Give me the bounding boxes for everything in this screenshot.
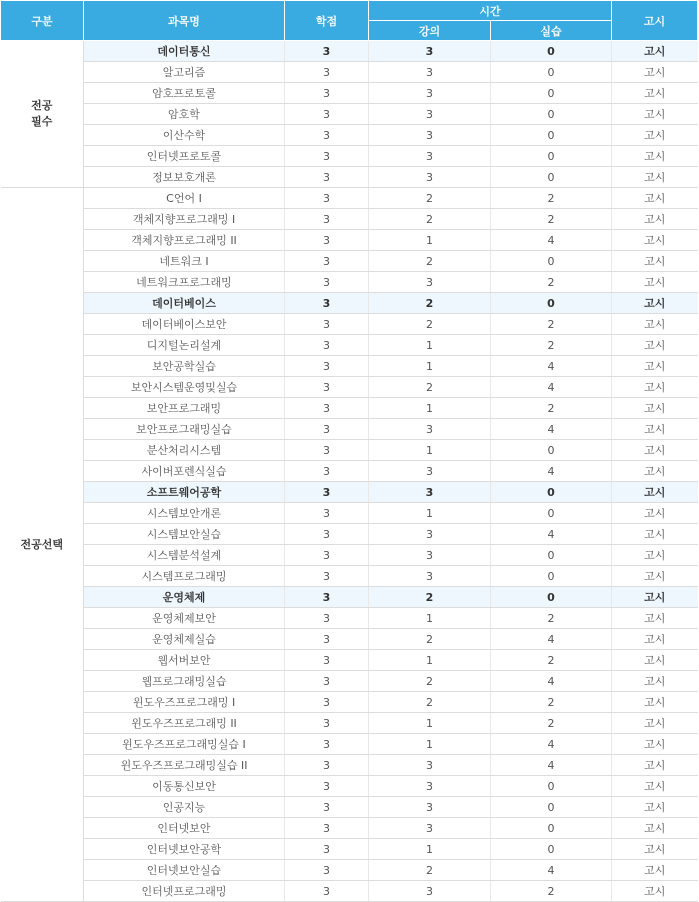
credit-cell: 3 [285, 314, 369, 335]
exam-cell: 고시 [612, 125, 698, 146]
subject-cell: 분산처리시스템 [84, 440, 285, 461]
credit-cell: 3 [285, 293, 369, 314]
practice-cell: 4 [491, 377, 612, 398]
credit-cell: 3 [285, 335, 369, 356]
lecture-cell: 3 [369, 566, 491, 587]
lecture-cell: 2 [369, 860, 491, 881]
subject-cell: 데이터베이스 [84, 293, 285, 314]
practice-cell: 2 [491, 608, 612, 629]
lecture-cell: 2 [369, 629, 491, 650]
exam-cell: 고시 [612, 776, 698, 797]
credit-cell: 3 [285, 461, 369, 482]
table-row [1, 356, 698, 377]
subject-cell: 정보보호개론 [84, 167, 285, 188]
header-exam: 고시 [612, 1, 698, 41]
credit-cell: 3 [285, 419, 369, 440]
practice-cell: 4 [491, 419, 612, 440]
lecture-cell: 2 [369, 188, 491, 209]
subject-cell: 암호프로토콜 [84, 83, 285, 104]
exam-cell: 고시 [612, 83, 698, 104]
practice-cell: 4 [491, 629, 612, 650]
table-row [1, 692, 698, 713]
table-row [1, 230, 698, 251]
credit-cell: 3 [285, 272, 369, 293]
credit-cell: 3 [285, 41, 369, 62]
table-row [1, 755, 698, 776]
lecture-cell: 3 [369, 125, 491, 146]
table-row [1, 188, 698, 209]
subject-cell: C언어 I [84, 188, 285, 209]
lecture-cell: 1 [369, 650, 491, 671]
credit-cell: 3 [285, 629, 369, 650]
exam-cell: 고시 [612, 62, 698, 83]
credit-cell: 3 [285, 776, 369, 797]
table-row [1, 440, 698, 461]
table-header [1, 1, 698, 41]
practice-cell: 0 [491, 125, 612, 146]
subject-cell: 보안프로그래밍 [84, 398, 285, 419]
table-body [1, 41, 698, 902]
table-row [1, 314, 698, 335]
table-row [1, 482, 698, 503]
exam-cell: 고시 [612, 692, 698, 713]
subject-cell: 암호학 [84, 104, 285, 125]
exam-cell: 고시 [612, 167, 698, 188]
exam-cell: 고시 [612, 713, 698, 734]
exam-cell: 고시 [612, 188, 698, 209]
credit-cell: 3 [285, 398, 369, 419]
credit-cell: 3 [285, 545, 369, 566]
category-cell: 전공 필수 [1, 41, 84, 188]
lecture-cell: 3 [369, 776, 491, 797]
exam-cell: 고시 [612, 335, 698, 356]
exam-cell: 고시 [612, 104, 698, 125]
exam-cell: 고시 [612, 209, 698, 230]
table-row [1, 650, 698, 671]
exam-cell: 고시 [612, 587, 698, 608]
credit-cell: 3 [285, 62, 369, 83]
table-row [1, 713, 698, 734]
subject-cell: 인터넷보안공학 [84, 839, 285, 860]
header-category: 구분 [1, 1, 84, 41]
practice-cell: 0 [491, 503, 612, 524]
practice-cell: 0 [491, 41, 612, 62]
table-row [1, 524, 698, 545]
practice-cell: 2 [491, 713, 612, 734]
table-row [1, 293, 698, 314]
practice-cell: 4 [491, 356, 612, 377]
subject-cell: 운영체제실습 [84, 629, 285, 650]
exam-cell: 고시 [612, 629, 698, 650]
header-practice: 실습 [491, 21, 612, 41]
credit-cell: 3 [285, 734, 369, 755]
subject-cell: 인터넷보안 [84, 818, 285, 839]
exam-cell: 고시 [612, 251, 698, 272]
subject-cell: 시스템보안실습 [84, 524, 285, 545]
credit-cell: 3 [285, 440, 369, 461]
subject-cell: 이동통신보안 [84, 776, 285, 797]
table-row [1, 671, 698, 692]
table-row [1, 146, 698, 167]
credit-cell: 3 [285, 125, 369, 146]
lecture-cell: 3 [369, 146, 491, 167]
table-row [1, 587, 698, 608]
practice-cell: 2 [491, 314, 612, 335]
lecture-cell: 3 [369, 104, 491, 125]
practice-cell: 4 [491, 230, 612, 251]
table-row [1, 629, 698, 650]
table-row [1, 566, 698, 587]
credit-cell: 3 [285, 755, 369, 776]
subject-cell: 이산수학 [84, 125, 285, 146]
subject-cell: 네트워크프로그래밍 [84, 272, 285, 293]
exam-cell: 고시 [612, 671, 698, 692]
credit-cell: 3 [285, 377, 369, 398]
lecture-cell: 3 [369, 545, 491, 566]
exam-cell: 고시 [612, 734, 698, 755]
table-row [1, 83, 698, 104]
practice-cell: 4 [491, 734, 612, 755]
practice-cell: 2 [491, 209, 612, 230]
credit-cell: 3 [285, 503, 369, 524]
subject-cell: 웹프로그래밍실습 [84, 671, 285, 692]
exam-cell: 고시 [612, 41, 698, 62]
subject-cell: 알고리즘 [84, 62, 285, 83]
credit-cell: 3 [285, 356, 369, 377]
subject-cell: 보안프로그래밍실습 [84, 419, 285, 440]
header-lecture: 강의 [369, 21, 491, 41]
table-row [1, 881, 698, 902]
lecture-cell: 1 [369, 440, 491, 461]
subject-cell: 운영체제보안 [84, 608, 285, 629]
lecture-cell: 1 [369, 503, 491, 524]
lecture-cell: 1 [369, 734, 491, 755]
practice-cell: 4 [491, 524, 612, 545]
table-row [1, 608, 698, 629]
subject-cell: 시스템분석설계 [84, 545, 285, 566]
lecture-cell: 3 [369, 482, 491, 503]
practice-cell: 2 [491, 188, 612, 209]
practice-cell: 0 [491, 251, 612, 272]
lecture-cell: 2 [369, 671, 491, 692]
exam-cell: 고시 [612, 797, 698, 818]
lecture-cell: 3 [369, 881, 491, 902]
subject-cell: 인터넷프로그래밍 [84, 881, 285, 902]
lecture-cell: 3 [369, 167, 491, 188]
exam-cell: 고시 [612, 398, 698, 419]
header-subject: 과목명 [84, 1, 285, 41]
table-row [1, 776, 698, 797]
subject-cell: 시스템프로그래밍 [84, 566, 285, 587]
credit-cell: 3 [285, 713, 369, 734]
credit-cell: 3 [285, 818, 369, 839]
credit-cell: 3 [285, 524, 369, 545]
subject-cell: 인터넷보안실습 [84, 860, 285, 881]
exam-cell: 고시 [612, 650, 698, 671]
table-row [1, 734, 698, 755]
subject-cell: 네트워크 I [84, 251, 285, 272]
subject-cell: 운영체제 [84, 587, 285, 608]
subject-cell: 윈도우즈프로그래밍 I [84, 692, 285, 713]
practice-cell: 0 [491, 83, 612, 104]
lecture-cell: 2 [369, 377, 491, 398]
subject-cell: 데이터베이스보안 [84, 314, 285, 335]
lecture-cell: 3 [369, 797, 491, 818]
lecture-cell: 3 [369, 83, 491, 104]
lecture-cell: 1 [369, 398, 491, 419]
table-row [1, 860, 698, 881]
credit-cell: 3 [285, 104, 369, 125]
lecture-cell: 2 [369, 209, 491, 230]
table-row [1, 419, 698, 440]
exam-cell: 고시 [612, 419, 698, 440]
subject-cell: 윈도우즈프로그래밍 II [84, 713, 285, 734]
exam-cell: 고시 [612, 272, 698, 293]
practice-cell: 2 [491, 272, 612, 293]
exam-cell: 고시 [612, 440, 698, 461]
subject-cell: 보안공학실습 [84, 356, 285, 377]
credit-cell: 3 [285, 797, 369, 818]
subject-cell: 인터넷프로토콜 [84, 146, 285, 167]
practice-cell: 2 [491, 692, 612, 713]
table-row [1, 503, 698, 524]
exam-cell: 고시 [612, 293, 698, 314]
table-row [1, 398, 698, 419]
exam-cell: 고시 [612, 818, 698, 839]
practice-cell: 0 [491, 62, 612, 83]
credit-cell: 3 [285, 587, 369, 608]
exam-cell: 고시 [612, 608, 698, 629]
lecture-cell: 3 [369, 755, 491, 776]
lecture-cell: 1 [369, 335, 491, 356]
lecture-cell: 1 [369, 839, 491, 860]
exam-cell: 고시 [612, 356, 698, 377]
subject-cell: 인공지능 [84, 797, 285, 818]
exam-cell: 고시 [612, 461, 698, 482]
table-row [1, 377, 698, 398]
exam-cell: 고시 [612, 524, 698, 545]
lecture-cell: 1 [369, 356, 491, 377]
practice-cell: 0 [491, 167, 612, 188]
header-time: 시간 [369, 1, 612, 21]
exam-cell: 고시 [612, 860, 698, 881]
practice-cell: 4 [491, 755, 612, 776]
exam-cell: 고시 [612, 377, 698, 398]
table-row [1, 62, 698, 83]
table-row [1, 797, 698, 818]
table-row [1, 545, 698, 566]
lecture-cell: 1 [369, 608, 491, 629]
subject-cell: 보안시스템운영및실습 [84, 377, 285, 398]
credit-cell: 3 [285, 608, 369, 629]
table-row [1, 125, 698, 146]
lecture-cell: 2 [369, 692, 491, 713]
lecture-cell: 2 [369, 251, 491, 272]
credit-cell: 3 [285, 482, 369, 503]
lecture-cell: 2 [369, 293, 491, 314]
practice-cell: 2 [491, 335, 612, 356]
practice-cell: 4 [491, 671, 612, 692]
exam-cell: 고시 [612, 545, 698, 566]
credit-cell: 3 [285, 251, 369, 272]
table-row [1, 818, 698, 839]
lecture-cell: 3 [369, 818, 491, 839]
practice-cell: 0 [491, 566, 612, 587]
credit-cell: 3 [285, 167, 369, 188]
lecture-cell: 3 [369, 272, 491, 293]
subject-cell: 웹서버보안 [84, 650, 285, 671]
subject-cell: 데이터통신 [84, 41, 285, 62]
practice-cell: 0 [491, 818, 612, 839]
credit-cell: 3 [285, 650, 369, 671]
practice-cell: 0 [491, 104, 612, 125]
table-row [1, 251, 698, 272]
credit-cell: 3 [285, 566, 369, 587]
practice-cell: 4 [491, 860, 612, 881]
credit-cell: 3 [285, 83, 369, 104]
credit-cell: 3 [285, 209, 369, 230]
lecture-cell: 2 [369, 587, 491, 608]
exam-cell: 고시 [612, 230, 698, 251]
practice-cell: 0 [491, 839, 612, 860]
subject-cell: 윈도우즈프로그래밍실습 I [84, 734, 285, 755]
table-row [1, 335, 698, 356]
lecture-cell: 3 [369, 62, 491, 83]
practice-cell: 0 [491, 797, 612, 818]
subject-cell: 시스템보안개론 [84, 503, 285, 524]
exam-cell: 고시 [612, 881, 698, 902]
credit-cell: 3 [285, 881, 369, 902]
subject-cell: 소프트웨어공학 [84, 482, 285, 503]
practice-cell: 0 [491, 776, 612, 797]
lecture-cell: 3 [369, 419, 491, 440]
subject-cell: 객체지향프로그래밍 I [84, 209, 285, 230]
table-row [1, 461, 698, 482]
subject-cell: 사이버포렌식실습 [84, 461, 285, 482]
credit-cell: 3 [285, 839, 369, 860]
practice-cell: 0 [491, 440, 612, 461]
exam-cell: 고시 [612, 566, 698, 587]
exam-cell: 고시 [612, 146, 698, 167]
credit-cell: 3 [285, 692, 369, 713]
lecture-cell: 3 [369, 524, 491, 545]
subject-cell: 객체지향프로그래밍 II [84, 230, 285, 251]
exam-cell: 고시 [612, 755, 698, 776]
table-row [1, 41, 698, 62]
table-row [1, 272, 698, 293]
category-cell: 전공선택 [1, 188, 84, 902]
table-row [1, 167, 698, 188]
practice-cell: 2 [491, 650, 612, 671]
lecture-cell: 2 [369, 314, 491, 335]
credit-cell: 3 [285, 860, 369, 881]
practice-cell: 0 [491, 545, 612, 566]
table-row [1, 209, 698, 230]
lecture-cell: 3 [369, 41, 491, 62]
exam-cell: 고시 [612, 839, 698, 860]
lecture-cell: 1 [369, 230, 491, 251]
practice-cell: 2 [491, 881, 612, 902]
exam-cell: 고시 [612, 482, 698, 503]
lecture-cell: 3 [369, 461, 491, 482]
header-credit: 학점 [285, 1, 369, 41]
credit-cell: 3 [285, 671, 369, 692]
practice-cell: 2 [491, 398, 612, 419]
practice-cell: 0 [491, 482, 612, 503]
credit-cell: 3 [285, 188, 369, 209]
practice-cell: 0 [491, 146, 612, 167]
exam-cell: 고시 [612, 503, 698, 524]
subject-cell: 디지털논리설계 [84, 335, 285, 356]
practice-cell: 4 [491, 461, 612, 482]
table-row [1, 839, 698, 860]
lecture-cell: 1 [369, 713, 491, 734]
practice-cell: 0 [491, 587, 612, 608]
subject-cell: 윈도우즈프로그래밍실습 II [84, 755, 285, 776]
table-row [1, 104, 698, 125]
credit-cell: 3 [285, 230, 369, 251]
exam-cell: 고시 [612, 314, 698, 335]
credit-cell: 3 [285, 146, 369, 167]
practice-cell: 0 [491, 293, 612, 314]
